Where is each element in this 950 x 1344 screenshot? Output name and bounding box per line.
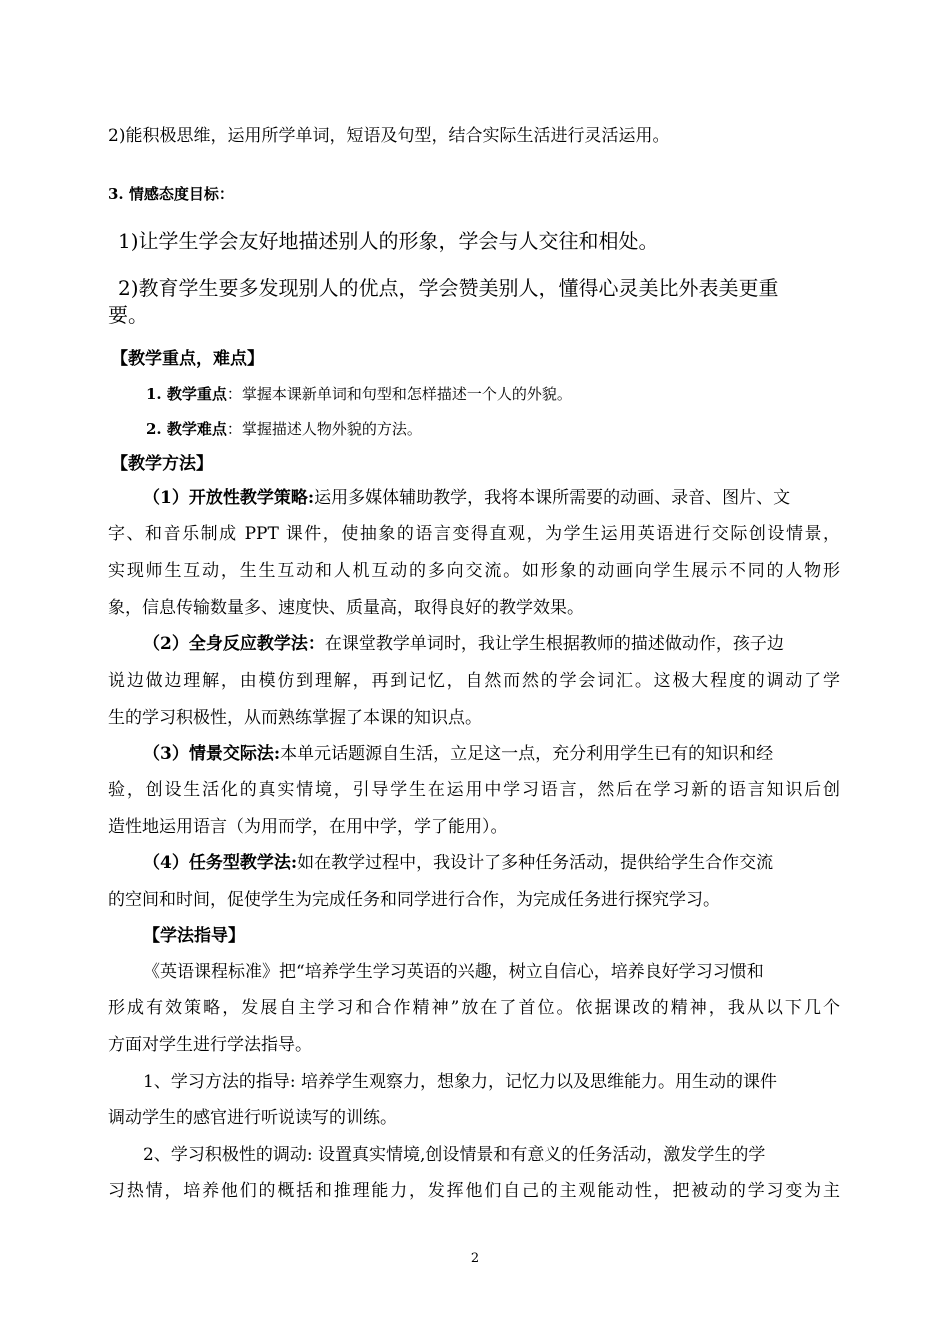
- teaching-focus-text: ：掌握本课新单词和句型和怎样描述一个人的外貌。: [226, 385, 572, 403]
- teaching-difficulty: [146, 422, 422, 437]
- method-2-line: 生的学习积极性，从而熟练掌握了本课的知识点。: [108, 708, 482, 728]
- method-1-label: （1）开放性教学策略:: [143, 488, 315, 508]
- method-2-first-line: [143, 636, 784, 653]
- guidance-point-2-line: 2、学习积极性的调动: 设置真实情境,创设情景和有意义的任务活动，激发学生的学: [143, 1145, 766, 1165]
- guidance-intro-line: 形成有效策略，发展自主学习和合作精神”放在了首位。依据课改的精神，我从以下几个: [108, 998, 840, 1018]
- teaching-focus-label: 1. 教学重点: [146, 385, 227, 403]
- method-2-label: （2）全身反应教学法：: [143, 634, 325, 654]
- method-1-line: 实现师生互动，生生互动和人机互动的多向交流。如形象的动画向学生展示不同的人物形: [108, 561, 840, 581]
- guidance-point-1-line: 调动学生的感官进行听说读写的训练。: [108, 1108, 397, 1128]
- guidance-point-1-line: 1、学习方法的指导: 培养学生观察力，想象力，记忆力以及思维能力。用生动的课件: [143, 1072, 777, 1092]
- guidance-point-2-line: 习热情，培养他们的概括和推理能力，发挥他们自己的主观能动性，把被动的学习变为主: [108, 1181, 840, 1201]
- method-3-first-line: [143, 746, 773, 763]
- study-guidance-heading: 【学法指导】: [143, 926, 245, 946]
- method-3-label: （3）情景交际法:: [143, 744, 281, 764]
- method-4-line: 的空间和时间，促使学生为完成任务和同学进行合作，为完成任务进行探究学习。: [108, 890, 720, 910]
- method-3-text: 本单元话题源自生活，立足这一点，充分利用学生已有的知识和经: [280, 744, 774, 764]
- method-1-line: 象，信息传输数量多、速度快、质量高，取得良好的教学效果。: [108, 598, 584, 618]
- method-2-text: 在课堂教学单词时，我让学生根据教师的描述做动作，孩子边: [324, 634, 784, 654]
- emotion-goal-item-2-line-2: 要。: [108, 303, 148, 327]
- method-1-line: 字、和音乐制成 PPT 课件，使抽象的语言变得直观，为学生运用英语进行交际创设情景，: [108, 524, 840, 544]
- method-3-line: 造性地运用语言（为用而学，在用中学，学了能用）。: [108, 817, 508, 837]
- emotion-goal-heading: 3. 情感态度目标：: [108, 185, 234, 203]
- method-1-first-line: [143, 490, 790, 507]
- key-points-heading: 【教学重点，难点】: [111, 349, 264, 369]
- method-4-first-line: [143, 855, 773, 872]
- guidance-intro-line: 方面对学生进行学法指导。: [108, 1035, 312, 1055]
- teaching-focus: [146, 387, 572, 402]
- emotion-goal-item-1: 1)让学生学会友好地描述别人的形象，学会与人交往和相处。: [118, 229, 659, 253]
- teaching-difficulty-text: ：掌握描述人物外貌的方法。: [226, 420, 422, 438]
- method-3-line: 验，创设生活化的真实情境，引导学生在运用中学习语言，然后在学习新的语言知识后创: [108, 780, 840, 800]
- skill-goal-item-2: 2)能积极思维，运用所学单词，短语及句型，结合实际生活进行灵活运用。: [108, 126, 670, 146]
- method-2-line: 说边做边理解，由模仿到理解，再到记忆，自然而然的学会词汇。这极大程度的调动了学: [108, 671, 840, 691]
- emotion-goal-item-2-line-1: 2)教育学生要多发现别人的优点，学会赞美别人，懂得心灵美比外表美更重: [118, 276, 779, 300]
- guidance-intro-line: 《英语课程标准》把“培养学生学习英语的兴趣，树立自信心，培养良好学习习惯和: [143, 962, 764, 982]
- method-1-text: 运用多媒体辅助教学，我将本课所需要的动画、录音、图片、文: [314, 488, 791, 508]
- teaching-difficulty-label: 2. 教学难点: [146, 420, 227, 438]
- page-number: 2: [470, 1251, 480, 1266]
- teaching-methods-heading: 【教学方法】: [111, 454, 213, 474]
- method-4-label: （4）任务型教学法:: [143, 853, 298, 873]
- method-4-text: 如在教学过程中，我设计了多种任务活动，提供给学生合作交流: [297, 853, 774, 873]
